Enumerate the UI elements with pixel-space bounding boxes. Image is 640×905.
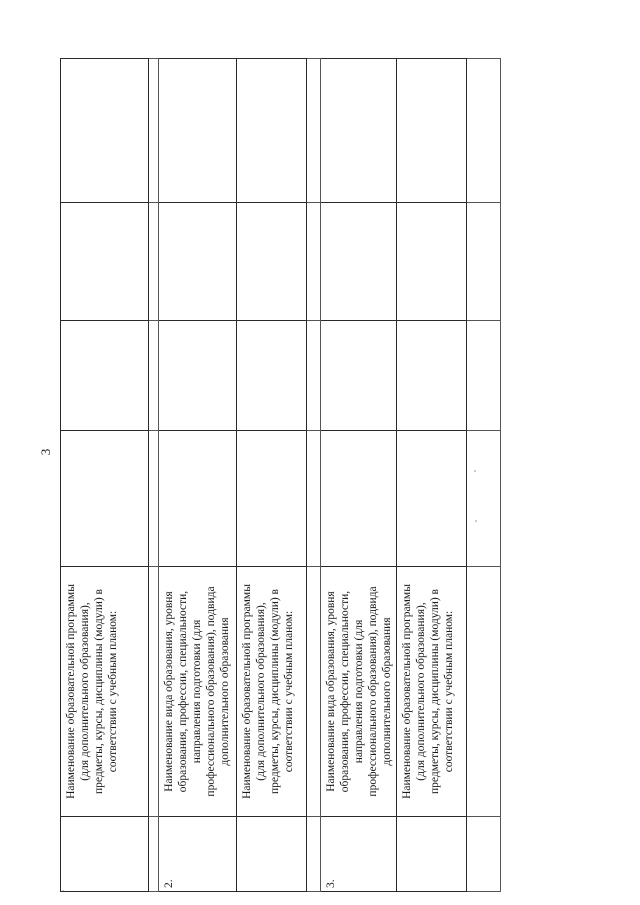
- education-program-table: [60, 58, 501, 892]
- row-number-cell: [61, 817, 149, 892]
- table-row-program-3: [397, 59, 467, 892]
- empty-cell: [237, 59, 307, 203]
- empty-cell: [321, 203, 397, 321]
- row-number-cell: [237, 817, 307, 892]
- empty-cell: [61, 431, 149, 567]
- empty-cell: [159, 203, 237, 321]
- empty-cell: [237, 203, 307, 321]
- table-row-spacer: [467, 59, 501, 892]
- empty-cell: [397, 431, 467, 567]
- row-number-cell: 3.: [321, 817, 397, 892]
- empty-cell: [61, 203, 149, 321]
- empty-cell: [321, 321, 397, 431]
- empty-cell: [321, 59, 397, 203]
- row-number-cell: [397, 817, 467, 892]
- empty-cell: [321, 431, 397, 567]
- empty-cell: [61, 321, 149, 431]
- education-level-cell: Наименование вида образования, уровня образования, профессии, специальности, направления подготовки (для профессионального образования), подвида дополнительного образования: [321, 567, 397, 817]
- table-row-program-2: [237, 59, 307, 892]
- rotated-document-table: [60, 59, 500, 892]
- empty-cell: [397, 203, 467, 321]
- table-row-spacer: [149, 59, 159, 892]
- table-row-level-2: [159, 59, 237, 892]
- table-row-program-1: [61, 59, 149, 892]
- empty-cell: [397, 321, 467, 431]
- program-name-cell: Наименование образовательной программы (для дополнительного образования), предметы, курсы, дисциплины (модули) в соответствии с учебным планом:: [237, 567, 307, 817]
- empty-cell: [159, 59, 237, 203]
- education-level-cell: Наименование вида образования, уровня образования, профессии, специальности, направления подготовки (для профессионального образования), подвида дополнительного образования: [159, 567, 237, 817]
- empty-cell: [397, 59, 467, 203]
- empty-cell: [159, 321, 237, 431]
- empty-cell: [237, 321, 307, 431]
- table-row-spacer: [307, 59, 321, 892]
- table-row-level-3: [321, 59, 397, 892]
- empty-cell: [159, 431, 237, 567]
- empty-cell: [237, 431, 307, 567]
- page-number: 3: [38, 448, 53, 456]
- empty-cell: [61, 59, 149, 203]
- row-number-cell: 2.: [159, 817, 237, 892]
- program-name-cell: Наименование образовательной программы (для дополнительного образования), предметы, курсы, дисциплины (модули) в соответствии с учебным планом:: [397, 567, 467, 817]
- program-name-cell: Наименование образовательной программы (для дополнительного образования), предметы, курсы, дисциплины (модули) в соответствии с учебным планом:: [61, 567, 149, 817]
